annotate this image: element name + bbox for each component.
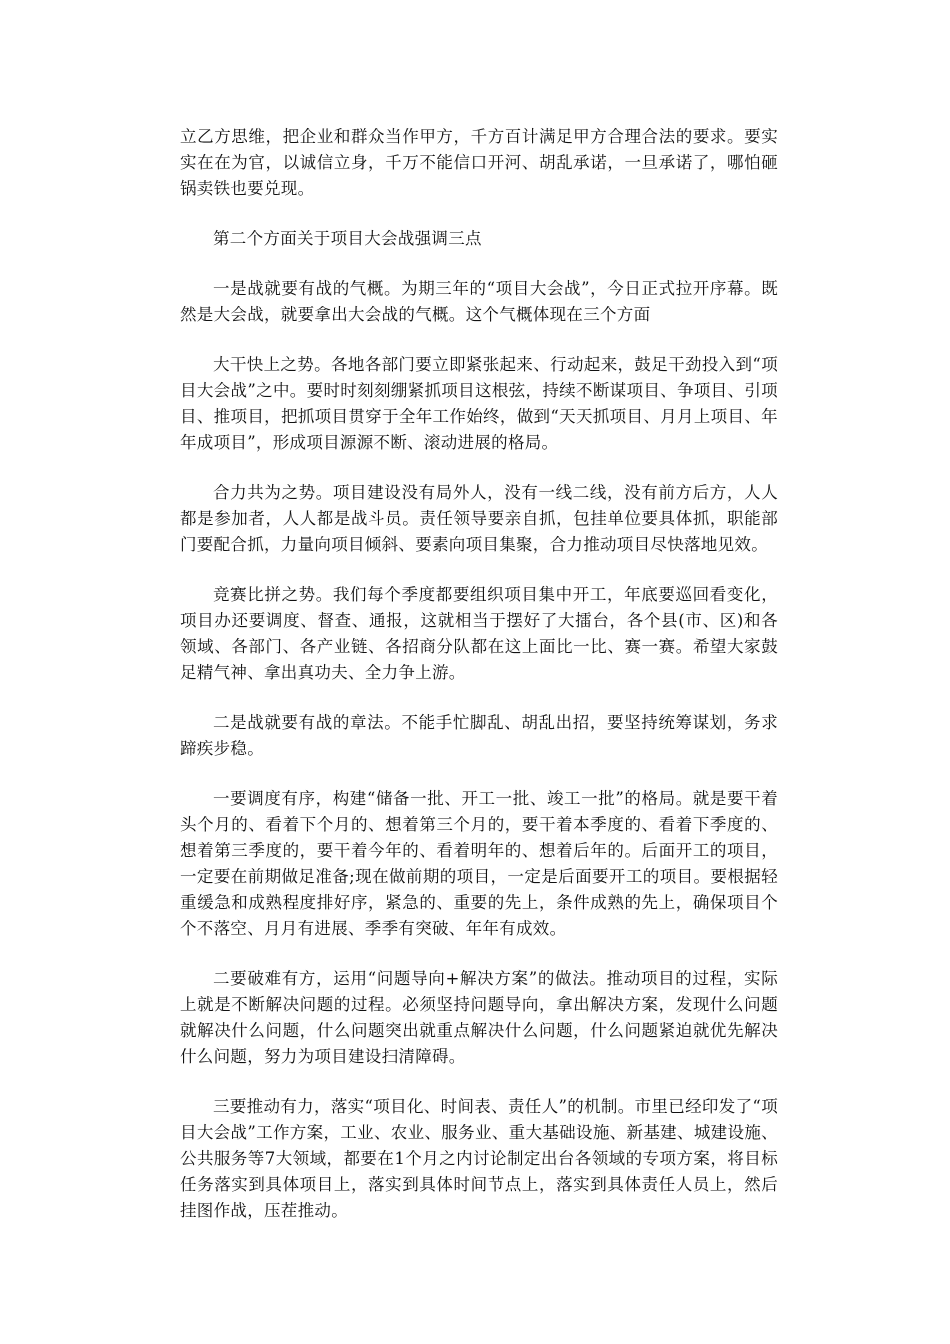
paragraph-point-one: 一是战就要有战的气概。为期三年的“项目大会战”，今日正式拉开序幕。既然是大会战，就要拿出大会战的气概。这个气概体现在三个方面 xyxy=(180,279,778,324)
paragraph-joint-effort: 合力共为之势。项目建设没有局外人，没有一线二线，没有前方后方，人人都是参加者，人人都是战斗员。责任领导要亲自抓，包挂单位要具体抓，职能部门要配合抓，力量向项目倾斜、要素向项目集聚，合力推动项目尽快落地见效。 xyxy=(180,483,778,554)
paragraph-scheduling: 一要调度有序，构建“储备一批、开工一批、竣工一批”的格局。就是要干着头个月的、看着下个月的、想着第三个月的，要干着本季度的、看着下季度的、想着第三季度的，要干着今年的、看着明年的、想着后年的。后面开工的项目，一定要在前期做足准备;现在做前期的项目，一定是后面要开工的项目。要根据轻重缓急和成熟程度排好序，紧急的、重要的先上，条件成熟的先上，确保项目个个不落空、月月有进展、季季有突破、年年有成效。 xyxy=(180,789,778,938)
paragraph-competition: 竞赛比拼之势。我们每个季度都要组织项目集中开工，年底要巡回看变化，项目办还要调度、督查、通报，这就相当于摆好了大擂台，各个县(市、区)和各领域、各部门、各产业链、各招商分队都在这上面比一比、赛一赛。希望大家鼓足精气神、拿出真功夫、全力争上游。 xyxy=(180,585,778,682)
paragraph-momentum: 大干快上之势。各地各部门要立即紧张起来、行动起来，鼓足干劲投入到“项目大会战”之中。要时时刻刻绷紧抓项目这根弦，持续不断谋项目、争项目、引项目、推项目，把抓项目贯穿于全年工作始终，做到“天天抓项目、月月上项目、年年成项目”，形成项目源源不断、滚动进展的格局。 xyxy=(180,355,778,452)
paragraph-problem-solving: 二要破难有方，运用“问题导向+解决方案”的做法。推动项目的过程，实际上就是不断解决问题的过程。必须坚持问题导向，拿出解决方案，发现什么问题就解决什么问题，什么问题突出就重点解决什么问题，什么问题紧迫就优先解决什么问题，努力为项目建设扫清障碍。 xyxy=(180,969,778,1066)
paragraph-point-two: 二是战就要有战的章法。不能手忙脚乱、胡乱出招，要坚持统筹谋划，务求蹄疾步稳。 xyxy=(180,713,778,758)
paragraph-continuation: 立乙方思维，把企业和群众当作甲方，千方百计满足甲方合理合法的要求。要实实在在为官，以诚信立身，千万不能信口开河、胡乱承诺，一旦承诺了，哪怕砸锅卖铁也要兑现。 xyxy=(180,127,778,198)
document-body xyxy=(180,124,778,1248)
section-heading: 第二个方面关于项目大会战强调三点 xyxy=(213,229,482,248)
paragraph-promotion: 三要推动有力，落实“项目化、时间表、责任人”的机制。市里已经印发了“项目大会战”工作方案，工业、农业、服务业、重大基础设施、新基建、城建设施、公共服务等7大领域，都要在1个月之内讨论制定出台各领域的专项方案，将目标任务落实到具体项目上，落实到具体时间节点上，落实到具体责任人员上，然后挂图作战，压茬推动。 xyxy=(180,1097,778,1220)
